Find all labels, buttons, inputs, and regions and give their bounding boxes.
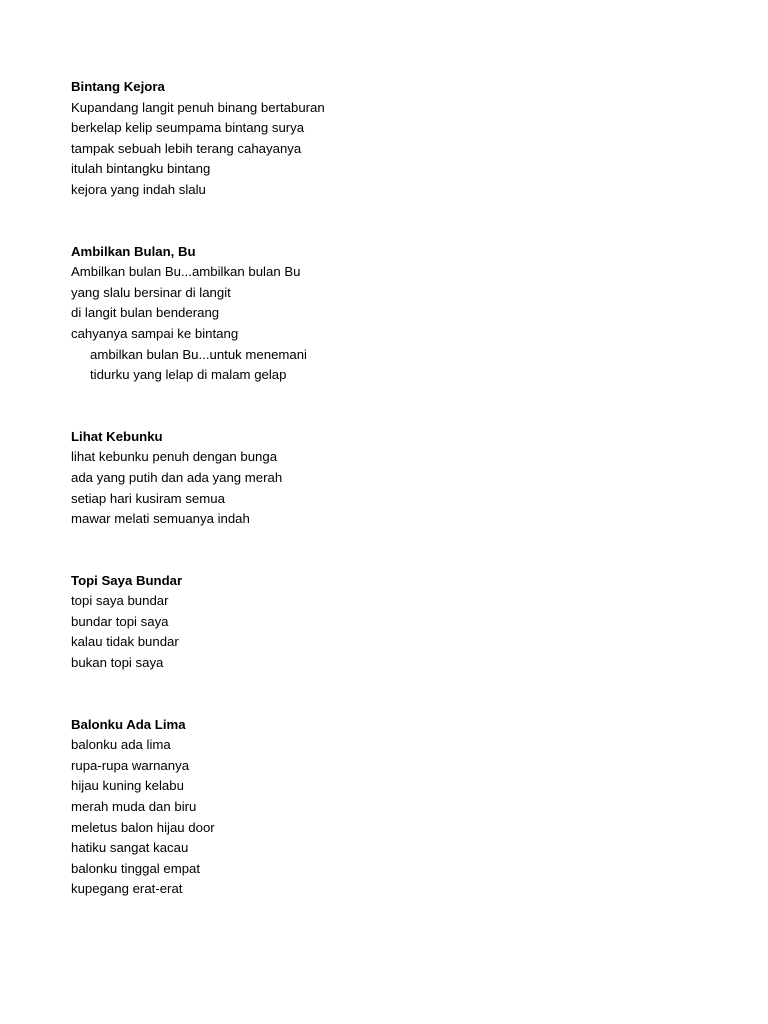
song-title: Bintang Kejora xyxy=(71,79,165,94)
lyric-line: kalau tidak bundar xyxy=(71,634,179,650)
lyric-line: mawar melati semuanya indah xyxy=(71,511,250,527)
song-section xyxy=(71,427,711,530)
song-title: Lihat Kebunku xyxy=(71,428,163,444)
song-section xyxy=(71,571,711,674)
lyric-line: lihat kebunku penuh dengan bunga xyxy=(71,449,278,465)
lyric-line: setiap hari kusiram semua xyxy=(71,490,225,506)
lyric-line: tampak sebuah lebih terang cahayanya xyxy=(71,140,302,156)
lyric-line: bukan topi saya xyxy=(71,655,164,671)
song-title: Topi Saya Bundar xyxy=(71,572,183,588)
lyric-line: di langit bulan benderang xyxy=(71,305,220,321)
song-section xyxy=(71,242,711,386)
lyric-line: hatiku sangat kacau xyxy=(71,840,189,856)
song-title: Ambilkan Bulan, Bu xyxy=(71,243,196,259)
lyric-line: meletus balon hijau door xyxy=(71,819,215,835)
lyric-line: balonku ada lima xyxy=(71,737,171,753)
lyric-line: itulah bintangku bintang xyxy=(71,161,211,177)
lyric-line: rupa-rupa warnanya xyxy=(71,757,190,773)
song-title: Balonku Ada Lima xyxy=(71,716,186,732)
lyric-line: berkelap kelip seumpama bintang surya xyxy=(71,120,305,136)
lyric-line: hijau kuning kelabu xyxy=(71,778,184,794)
lyric-line: cahyanya sampai ke bintang xyxy=(71,325,239,341)
lyric-line: ambilkan bulan Bu...untuk menemani xyxy=(90,346,307,362)
lyric-line: balonku tinggal empat xyxy=(71,860,201,876)
lyric-line: topi saya bundar xyxy=(71,593,169,609)
lyric-line: tidurku yang lelap di malam gelap xyxy=(90,367,287,383)
song-section xyxy=(71,77,711,201)
lyric-line: Kupandang langit penuh binang bertaburan xyxy=(71,99,325,115)
song-section xyxy=(71,715,711,900)
document-page xyxy=(71,77,711,900)
song-list xyxy=(71,77,711,900)
lyric-line: ada yang putih dan ada yang merah xyxy=(71,469,283,485)
lyric-line: bundar topi saya xyxy=(71,613,169,629)
lyric-line: kejora yang indah slalu xyxy=(71,181,206,197)
lyric-line: yang slalu bersinar di langit xyxy=(71,284,231,300)
lyric-line: Ambilkan bulan Bu...ambilkan bulan Bu xyxy=(71,264,301,280)
lyric-line: kupegang erat-erat xyxy=(71,881,183,897)
lyric-line: merah muda dan biru xyxy=(71,799,197,815)
